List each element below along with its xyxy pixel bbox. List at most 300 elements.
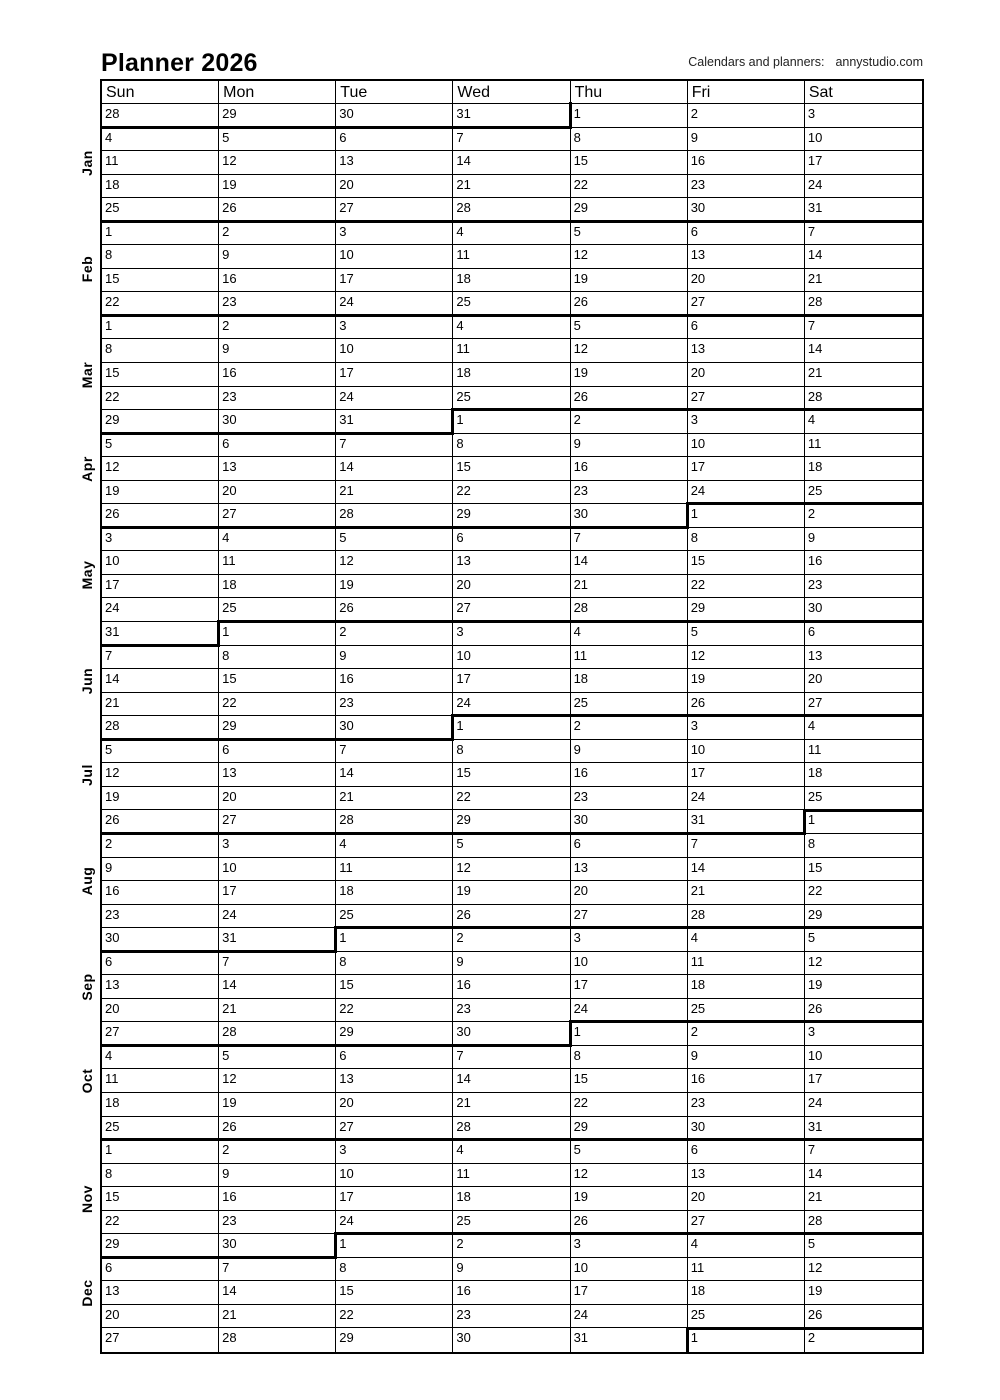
day-cell: 16	[219, 1187, 336, 1211]
day-cell: 11	[219, 551, 336, 575]
calendar-grid	[102, 81, 922, 1352]
day-cell: 25	[805, 787, 922, 811]
day-cell: 28	[453, 1117, 570, 1141]
day-cell: 23	[102, 905, 219, 929]
day-cell: 1	[336, 928, 453, 952]
day-cell: 17	[688, 457, 805, 481]
day-cell: 1	[102, 1140, 219, 1164]
day-cell: 24	[571, 999, 688, 1023]
day-cell: 3	[688, 410, 805, 434]
day-cell: 19	[453, 881, 570, 905]
day-cell: 30	[219, 410, 336, 434]
day-cell: 16	[453, 975, 570, 999]
day-cell: 2	[688, 1022, 805, 1046]
day-cell: 27	[688, 1211, 805, 1235]
day-cell: 30	[219, 1234, 336, 1258]
day-cell: 1	[571, 1022, 688, 1046]
day-cell: 3	[453, 622, 570, 646]
day-cell: 1	[805, 810, 922, 834]
day-cell: 7	[453, 128, 570, 152]
day-cell: 27	[102, 1328, 219, 1352]
day-cell: 22	[102, 387, 219, 411]
day-cell: 15	[336, 975, 453, 999]
day-cell: 16	[571, 763, 688, 787]
day-cell: 20	[453, 575, 570, 599]
day-cell: 17	[219, 881, 336, 905]
day-cell: 7	[336, 434, 453, 458]
day-cell: 15	[102, 363, 219, 387]
day-cell: 17	[571, 975, 688, 999]
day-cell: 16	[805, 551, 922, 575]
day-cell: 3	[571, 1234, 688, 1258]
day-cell: 22	[336, 999, 453, 1023]
day-cell: 5	[453, 834, 570, 858]
day-cell: 3	[336, 1140, 453, 1164]
month-label-aug: Aug	[79, 866, 95, 896]
day-cell: 23	[219, 1211, 336, 1235]
day-cell: 8	[102, 339, 219, 363]
day-cell: 19	[688, 669, 805, 693]
day-cell: 12	[219, 1069, 336, 1093]
day-cell: 9	[688, 128, 805, 152]
day-cell: 18	[453, 269, 570, 293]
day-cell: 18	[453, 363, 570, 387]
day-cell: 15	[453, 763, 570, 787]
day-cell: 31	[453, 104, 570, 128]
month-label-dec: Dec	[79, 1279, 95, 1307]
day-cell: 14	[805, 339, 922, 363]
day-cell: 9	[453, 1258, 570, 1282]
day-cell: 2	[453, 928, 570, 952]
day-cell: 15	[336, 1281, 453, 1305]
day-cell: 20	[102, 999, 219, 1023]
day-cell: 26	[805, 1305, 922, 1329]
day-cell: 29	[219, 716, 336, 740]
day-cell: 18	[336, 881, 453, 905]
day-cell: 29	[571, 1117, 688, 1141]
day-cell: 6	[102, 952, 219, 976]
day-cell: 27	[336, 198, 453, 222]
day-cell: 18	[219, 575, 336, 599]
day-cell: 25	[453, 387, 570, 411]
day-cell: 3	[571, 928, 688, 952]
day-cell: 30	[571, 810, 688, 834]
day-cell: 19	[102, 481, 219, 505]
day-cell: 24	[805, 1093, 922, 1117]
day-cell: 7	[805, 316, 922, 340]
day-cell: 18	[453, 1187, 570, 1211]
day-cell: 2	[688, 104, 805, 128]
day-cell: 12	[102, 763, 219, 787]
day-cell: 18	[102, 1093, 219, 1117]
month-label-sep: Sep	[79, 973, 95, 1001]
day-cell: 25	[336, 905, 453, 929]
day-cell: 3	[219, 834, 336, 858]
day-cell: 17	[453, 669, 570, 693]
day-cell: 7	[805, 222, 922, 246]
day-cell: 8	[219, 646, 336, 670]
day-cell: 15	[102, 1187, 219, 1211]
day-cell: 10	[336, 245, 453, 269]
day-cell: 24	[219, 905, 336, 929]
day-cell: 9	[571, 740, 688, 764]
day-cell: 10	[571, 952, 688, 976]
day-cell: 9	[219, 245, 336, 269]
day-cell: 24	[336, 1211, 453, 1235]
day-cell: 23	[453, 1305, 570, 1329]
day-cell: 23	[571, 481, 688, 505]
day-cell: 11	[102, 1069, 219, 1093]
day-cell: 3	[805, 104, 922, 128]
day-cell: 2	[807, 1330, 816, 1346]
day-cell: 17	[688, 763, 805, 787]
day-cell: 5	[102, 434, 219, 458]
day-cell: 12	[102, 457, 219, 481]
day-cell: 29	[219, 104, 336, 128]
day-cell: 10	[336, 1164, 453, 1188]
day-cell: 4	[805, 716, 922, 740]
day-cell: 4	[102, 1046, 219, 1070]
day-cell: 17	[336, 363, 453, 387]
day-cell: 24	[453, 693, 570, 717]
day-cell: 29	[336, 1022, 453, 1046]
day-cell: 21	[102, 693, 219, 717]
day-cell: 13	[219, 457, 336, 481]
day-cell: 28	[453, 198, 570, 222]
weekday-header: Mon	[219, 81, 336, 104]
day-cell: 19	[571, 269, 688, 293]
day-cell: 16	[688, 1069, 805, 1093]
day-cell: 4	[219, 528, 336, 552]
day-cell: 30	[336, 716, 453, 740]
day-cell: 22	[336, 1305, 453, 1329]
day-cell: 3	[336, 222, 453, 246]
day-cell: 18	[571, 669, 688, 693]
day-cell: 26	[688, 693, 805, 717]
day-cell: 9	[688, 1046, 805, 1070]
day-cell: 30	[336, 104, 453, 128]
day-cell: 30	[102, 928, 219, 952]
day-cell: 21	[453, 175, 570, 199]
month-label-jul: Jul	[79, 764, 95, 787]
day-cell: 10	[805, 128, 922, 152]
day-cell: 6	[219, 434, 336, 458]
day-cell: 19	[336, 575, 453, 599]
day-cell: 27	[453, 598, 570, 622]
day-cell: 5	[336, 528, 453, 552]
day-cell: 1	[688, 1328, 805, 1352]
day-cell: 6	[688, 222, 805, 246]
day-cell: 14	[219, 1281, 336, 1305]
day-cell: 2	[102, 834, 219, 858]
day-cell: 26	[102, 810, 219, 834]
month-label-oct: Oct	[79, 1068, 95, 1094]
day-cell: 25	[102, 198, 219, 222]
day-cell: 20	[688, 363, 805, 387]
day-cell: 8	[571, 128, 688, 152]
day-cell: 16	[102, 881, 219, 905]
day-cell: 25	[688, 999, 805, 1023]
day-cell: 17	[805, 1069, 922, 1093]
day-cell: 22	[453, 481, 570, 505]
day-cell: 11	[688, 1258, 805, 1282]
day-cell: 25	[219, 598, 336, 622]
day-cell: 9	[805, 528, 922, 552]
day-cell: 10	[453, 646, 570, 670]
day-cell: 1	[688, 504, 805, 528]
weekday-header: Fri	[688, 81, 805, 104]
day-cell: 20	[336, 175, 453, 199]
day-cell: 4	[102, 128, 219, 152]
day-cell: 18	[688, 975, 805, 999]
day-cell: 31	[688, 810, 805, 834]
credit-label: Calendars and planners:	[688, 55, 825, 69]
day-cell: 5	[571, 1140, 688, 1164]
day-cell: 15	[571, 151, 688, 175]
day-cell: 16	[688, 151, 805, 175]
weekday-header: Sun	[102, 81, 219, 104]
day-cell: 14	[805, 245, 922, 269]
day-cell: 16	[219, 363, 336, 387]
day-cell: 6	[336, 1046, 453, 1070]
day-cell: 24	[688, 481, 805, 505]
day-cell: 5	[688, 622, 805, 646]
day-cell: 5	[102, 740, 219, 764]
day-cell: 17	[336, 269, 453, 293]
day-cell: 28	[336, 810, 453, 834]
day-cell: 22	[102, 1211, 219, 1235]
day-cell: 2	[805, 504, 922, 528]
day-cell: 10	[688, 434, 805, 458]
day-cell: 23	[805, 575, 922, 599]
day-cell: 24	[805, 175, 922, 199]
day-cell: 10	[336, 339, 453, 363]
day-cell: 23	[688, 1093, 805, 1117]
day-cell: 7	[805, 1140, 922, 1164]
day-cell: 13	[571, 858, 688, 882]
day-cell: 31	[336, 410, 453, 434]
day-cell: 10	[102, 551, 219, 575]
day-cell: 24	[571, 1305, 688, 1329]
day-cell: 30	[453, 1328, 570, 1352]
day-cell: 1	[453, 410, 570, 434]
day-cell: 13	[219, 763, 336, 787]
day-cell: 20	[219, 481, 336, 505]
day-cell: 21	[219, 1305, 336, 1329]
day-cell: 29	[453, 810, 570, 834]
day-cell: 6	[805, 622, 922, 646]
day-cell: 26	[571, 292, 688, 316]
day-cell: 30	[805, 598, 922, 622]
day-cell: 23	[219, 387, 336, 411]
day-cell: 7	[453, 1046, 570, 1070]
day-cell: 26	[571, 387, 688, 411]
day-cell: 16	[219, 269, 336, 293]
day-cell: 25	[688, 1305, 805, 1329]
day-cell: 13	[102, 1281, 219, 1305]
day-cell: 5	[219, 1046, 336, 1070]
day-cell: 22	[805, 881, 922, 905]
day-cell: 3	[805, 1022, 922, 1046]
day-cell: 4	[336, 834, 453, 858]
day-cell: 1	[453, 716, 570, 740]
day-cell: 21	[219, 999, 336, 1023]
day-cell: 17	[102, 575, 219, 599]
day-cell: 8	[336, 952, 453, 976]
day-cell: 23	[453, 999, 570, 1023]
day-cell: 7	[688, 834, 805, 858]
day-cell: 17	[805, 151, 922, 175]
month-label-nov: Nov	[79, 1185, 95, 1214]
day-cell: 6	[688, 316, 805, 340]
weekday-header: Tue	[336, 81, 453, 104]
day-cell: 12	[219, 151, 336, 175]
day-cell: 26	[219, 198, 336, 222]
month-label-mar: Mar	[79, 361, 95, 389]
day-cell: 14	[453, 1069, 570, 1093]
day-cell: 5	[571, 222, 688, 246]
day-cell: 18	[688, 1281, 805, 1305]
day-cell: 26	[453, 905, 570, 929]
day-cell: 9	[219, 1164, 336, 1188]
day-cell: 14	[336, 763, 453, 787]
day-cell: 26	[805, 999, 922, 1023]
day-cell: 11	[102, 151, 219, 175]
day-cell: 31	[805, 1117, 922, 1141]
credit	[688, 55, 923, 69]
day-cell: 3	[336, 316, 453, 340]
day-cell: 26	[336, 598, 453, 622]
day-cell: 29	[102, 1234, 219, 1258]
day-cell: 7	[336, 740, 453, 764]
day-cell: 27	[688, 387, 805, 411]
day-cell: 9	[102, 858, 219, 882]
day-cell: 12	[453, 858, 570, 882]
day-cell: 9	[453, 952, 570, 976]
day-cell: 15	[102, 269, 219, 293]
day-cell: 27	[102, 1022, 219, 1046]
day-cell: 23	[688, 175, 805, 199]
day-cell: 30	[688, 198, 805, 222]
day-cell: 2	[219, 316, 336, 340]
day-cell: 2	[571, 716, 688, 740]
day-cell: 30	[453, 1022, 570, 1046]
day-cell: 31	[102, 622, 219, 646]
day-cell: 6	[688, 1140, 805, 1164]
day-cell: 19	[805, 1281, 922, 1305]
day-cell: 15	[453, 457, 570, 481]
day-cell: 13	[102, 975, 219, 999]
day-cell: 19	[102, 787, 219, 811]
day-cell: 9	[571, 434, 688, 458]
month-label-jan: Jan	[79, 150, 95, 176]
day-cell: 24	[102, 598, 219, 622]
weekday-header: Sat	[805, 81, 922, 104]
day-cell: 8	[102, 245, 219, 269]
day-cell: 11	[336, 858, 453, 882]
day-cell: 9	[219, 339, 336, 363]
day-cell: 21	[453, 1093, 570, 1117]
day-cell: 13	[453, 551, 570, 575]
day-cell: 28	[219, 1022, 336, 1046]
day-cell: 15	[688, 551, 805, 575]
day-cell: 24	[336, 387, 453, 411]
weekday-header: Thu	[571, 81, 688, 104]
day-cell: 29	[102, 410, 219, 434]
month-label-feb: Feb	[79, 255, 95, 283]
day-cell: 13	[688, 339, 805, 363]
day-cell: 19	[805, 975, 922, 999]
day-cell: 6	[453, 528, 570, 552]
day-cell: 28	[571, 598, 688, 622]
day-cell: 20	[688, 1187, 805, 1211]
day-cell: 3	[102, 528, 219, 552]
day-cell: 20	[571, 881, 688, 905]
day-cell: 4	[453, 1140, 570, 1164]
day-cell: 7	[571, 528, 688, 552]
day-cell: 27	[571, 905, 688, 929]
day-cell: 21	[805, 269, 922, 293]
day-cell: 12	[571, 1164, 688, 1188]
day-cell: 15	[805, 858, 922, 882]
day-cell: 2	[219, 1140, 336, 1164]
day-cell: 27	[219, 504, 336, 528]
day-cell: 5	[805, 1234, 922, 1258]
day-cell: 13	[688, 1164, 805, 1188]
day-cell: 13	[805, 646, 922, 670]
day-cell: 4	[453, 316, 570, 340]
day-cell: 23	[336, 693, 453, 717]
day-cell: 18	[805, 457, 922, 481]
day-cell: 14	[571, 551, 688, 575]
month-label-jun: Jun	[79, 667, 95, 695]
day-cell: 27	[805, 693, 922, 717]
day-cell: 1	[102, 316, 219, 340]
day-cell: 19	[571, 363, 688, 387]
day-cell: 29	[805, 905, 922, 929]
day-cell: 23	[219, 292, 336, 316]
day-cell: 19	[219, 175, 336, 199]
day-cell: 28	[805, 1211, 922, 1235]
calendar-table	[100, 79, 924, 1354]
day-cell: 8	[688, 528, 805, 552]
day-cell: 7	[102, 646, 219, 670]
day-cell: 5	[571, 316, 688, 340]
day-cell: 6	[336, 128, 453, 152]
day-cell: 14	[453, 151, 570, 175]
credit-site-link[interactable]: annystudio.com	[835, 55, 923, 69]
day-cell: 22	[571, 175, 688, 199]
day-cell: 25	[453, 1211, 570, 1235]
day-cell: 2	[571, 410, 688, 434]
day-cell: 5	[219, 128, 336, 152]
day-cell: 19	[571, 1187, 688, 1211]
day-cell: 20	[219, 787, 336, 811]
day-cell: 22	[219, 693, 336, 717]
day-cell: 1	[102, 222, 219, 246]
day-cell: 4	[688, 1234, 805, 1258]
day-cell: 27	[219, 810, 336, 834]
day-cell: 4	[571, 622, 688, 646]
day-cell: 26	[219, 1117, 336, 1141]
day-cell: 20	[688, 269, 805, 293]
day-cell: 11	[805, 434, 922, 458]
month-label-may: May	[79, 560, 95, 590]
day-cell: 10	[571, 1258, 688, 1282]
day-cell: 22	[453, 787, 570, 811]
day-cell: 28	[102, 104, 219, 128]
day-cell: 28	[805, 387, 922, 411]
